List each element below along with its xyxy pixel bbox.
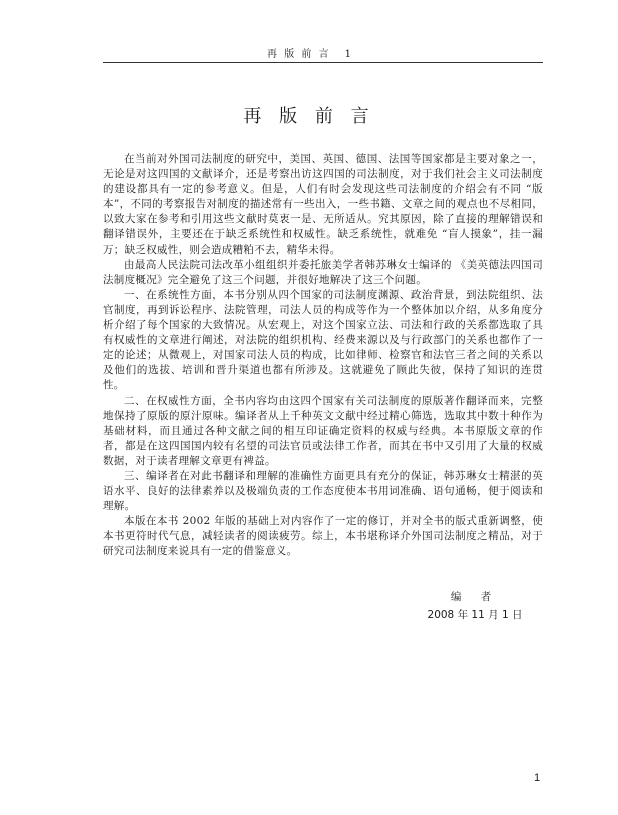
paragraph-1: 在当前对外国司法制度的研究中，美国、英国、德国、法国等国家都是主要对象之一，无论是对这四国的文献译介，还是考察出访这四国的司法制度，对于我们社会主义司法制度的建设都具有一定的参考意义。但是，人们有时会发现这些司法制度的介绍会有不同 “版本”，不同的考察报告对制度的描述常有一些出入，一些书籍、文章之间的观点也不尽相同，以致大家在参考和引用这些文献时莫衷一是、无所适从。究其原因，除了直接的理解错误和翻译错误外，主要还在于缺乏系统性和权威性。缺乏系统性，就难免 “盲人摸象”，挂一漏万；缺乏权威性，则会造成糟粕不去，精华未得。: [103, 153, 543, 256]
paragraph-4: 二、在权威性方面，全书内容均由这四个国家有关司法制度的原版著作翻译而来，完整地保持了原版的原汁原味。编译者从上千种英文文献中经过精心筛选，选取其中数十种作为基础材料，而且通过各种文献之间的相互印证确定资料的权威与经典。本书原版文章的作者，都是在这四国国内较有名望的司法官员或法律工作者，而其在书中又引用了大量的权威数据，对于读者理解文章更有裨益。: [103, 394, 543, 467]
paragraph-3: 一、在系统性方面，本书分别从四个国家的司法制度渊源、政治背景，到法院组织、法官制度，再到诉讼程序、法院管理，司法人员的构成等作为一个整体加以介绍，从多角度分析介绍了每个国家的大致情况。从宏观上，对这个国家立法、司法和行政的关系都选取了具有权威性的文章进行阐述，对法院的组织机构、经费来源以及与行政部门的关系也都作了一定的论述；从微观上，对国家司法人员的构成，比如律师、检察官和法官三者之间的关系以及他们的选拔、培训和晋升渠道也都有所涉及。这就避免了顾此失彼，保持了知识的连贯性。: [103, 288, 543, 392]
page-number: 1: [534, 772, 541, 784]
signature: [405, 588, 545, 624]
signature-author: 编 者: [450, 591, 500, 603]
running-header-title: 再 版 前 言: [267, 49, 331, 60]
body-text: [103, 152, 543, 560]
signature-date: 2008 年 11 月 1 日: [427, 609, 523, 621]
paragraph-5: 三、编译者在对此书翻译和理解的准确性方面更具有充分的保证，韩苏琳女士精湛的英语水平、良好的法律素养以及极端负责的工作态度使本书用词准确、语句通畅，便于阅读和理解。: [103, 469, 543, 513]
running-header: [0, 45, 618, 60]
header-rule: [103, 62, 543, 63]
paragraph-6: 本版在本书 2002 年版的基础上对内容作了一定的修订，并对全书的版式重新调整，使本书更符时代气息，减轻读者的阅读疲劳。综上，本书堪称译介外国司法制度之精品，对于研究司法制度来说具有一定的借鉴意义。: [103, 515, 543, 558]
running-header-page: 1: [344, 49, 351, 60]
page-title: 再 版 前 言: [243, 106, 375, 127]
paragraph-2: 由最高人民法院司法改革小组组织并委托旅美学者韩苏琳女士编译的 《美英德法四国司法制度概况》完全避免了这三个问题，并很好地解决了这三个问题。: [103, 258, 543, 286]
